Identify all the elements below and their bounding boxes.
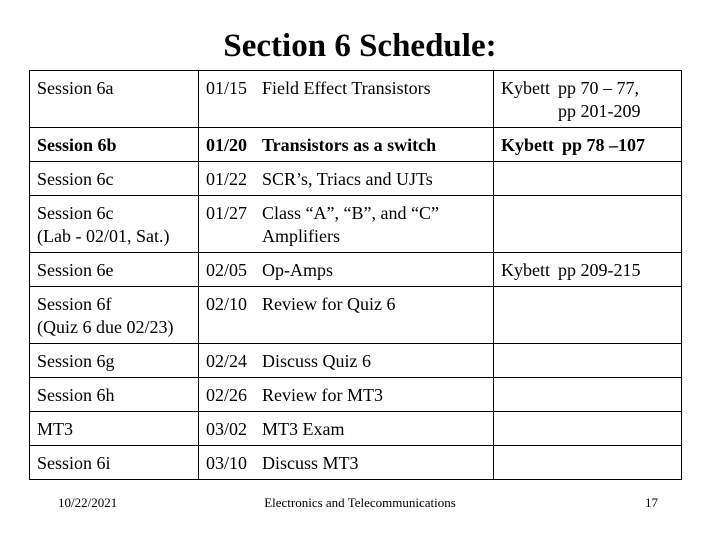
session-cell — [30, 162, 199, 196]
table-row — [30, 287, 682, 344]
session-name: Session 6c — [37, 169, 114, 189]
session-name: Session 6c — [37, 203, 114, 223]
topic-line: Discuss Quiz 6 — [262, 351, 371, 371]
topic — [262, 452, 359, 475]
session-name: MT3 — [37, 419, 73, 439]
session-date: 01/27 — [206, 203, 248, 223]
reading-author: Kybett — [501, 78, 550, 98]
session-date: 03/02 — [206, 419, 248, 439]
table-row — [30, 253, 682, 287]
footer-course: Electronics and Telecommunications — [264, 495, 456, 510]
date-topic-cell — [199, 162, 494, 196]
reading-cell — [494, 253, 682, 287]
reading-cell — [494, 128, 682, 162]
reading-cell — [494, 446, 682, 480]
table-row — [30, 446, 682, 480]
session-date: 02/05 — [206, 260, 248, 280]
session-cell — [30, 71, 199, 128]
session-cell — [30, 287, 199, 344]
reading-cell — [494, 162, 682, 196]
topic — [262, 293, 395, 316]
date-topic-cell — [199, 253, 494, 287]
schedule-table — [29, 70, 682, 480]
topic — [262, 168, 433, 191]
table-row — [30, 128, 682, 162]
reading-cell — [494, 71, 682, 128]
reading-cell — [494, 378, 682, 412]
session-cell — [30, 378, 199, 412]
session-cell — [30, 344, 199, 378]
session-date: 01/22 — [206, 169, 248, 189]
session-date: 01/20 — [206, 135, 248, 155]
topic — [262, 350, 371, 373]
reading-pages — [558, 77, 641, 123]
pages-line: pp 78 –107 — [562, 135, 646, 155]
table-row — [30, 378, 682, 412]
topic-line: Op-Amps — [262, 260, 333, 280]
date-topic-cell — [199, 412, 494, 446]
page-title: Section 6 Schedule: — [223, 28, 497, 64]
session-note: (Quiz 6 due 02/23) — [37, 317, 174, 337]
reading-cell — [494, 344, 682, 378]
footer-date: 10/22/2021 — [58, 495, 118, 510]
topic-line: SCR’s, Triacs and UJTs — [262, 169, 433, 189]
topic — [262, 77, 431, 100]
session-name: Session 6e — [37, 260, 114, 280]
topic-line: Discuss MT3 — [262, 453, 359, 473]
topic-line: Review for Quiz 6 — [262, 294, 396, 314]
date-topic-cell — [199, 446, 494, 480]
session-date: 02/26 — [206, 385, 248, 405]
reading-cell — [494, 412, 682, 446]
session-name: Session 6h — [37, 385, 115, 405]
date-topic-cell — [199, 287, 494, 344]
table-row — [30, 196, 682, 253]
reading-cell — [494, 287, 682, 344]
session-name: Session 6i — [37, 453, 111, 473]
session-name: Session 6f — [37, 294, 112, 314]
topic-line: Amplifiers — [262, 226, 340, 246]
session-name: Session 6b — [37, 135, 117, 155]
session-date: 01/15 — [206, 78, 248, 98]
topic-line: Field Effect Transistors — [262, 78, 431, 98]
reading-author: Kybett — [501, 260, 550, 280]
topic-line: Review for MT3 — [262, 385, 383, 405]
topic-line: Transistors as a switch — [262, 135, 437, 155]
date-topic-cell — [199, 128, 494, 162]
topic — [262, 259, 333, 282]
session-cell — [30, 253, 199, 287]
session-date: 02/10 — [206, 294, 248, 314]
session-cell — [30, 446, 199, 480]
session-name: Session 6g — [37, 351, 115, 371]
date-topic-cell — [199, 196, 494, 253]
table-row — [30, 71, 682, 128]
session-date: 02/24 — [206, 351, 248, 371]
date-topic-cell — [199, 71, 494, 128]
reading-pages — [562, 134, 645, 157]
session-date: 03/10 — [206, 453, 248, 473]
session-cell — [30, 128, 199, 162]
topic — [262, 134, 436, 157]
table-row — [30, 162, 682, 196]
topic — [262, 418, 345, 441]
table-row — [30, 344, 682, 378]
session-note: (Lab - 02/01, Sat.) — [37, 226, 170, 246]
session-cell — [30, 412, 199, 446]
reading-cell — [494, 196, 682, 253]
reading-author: Kybett — [501, 135, 554, 155]
table-row — [30, 412, 682, 446]
pages-line: pp 70 – 77, — [558, 78, 639, 98]
topic — [262, 384, 383, 407]
date-topic-cell — [199, 344, 494, 378]
pages-line: pp 209-215 — [558, 260, 641, 280]
session-name: Session 6a — [37, 78, 114, 98]
topic — [262, 202, 439, 248]
topic-line: Class “A”, “B”, and “C” — [262, 203, 439, 223]
session-cell — [30, 196, 199, 253]
footer-page-number: 17 — [645, 495, 658, 510]
topic-line: MT3 Exam — [262, 419, 345, 439]
date-topic-cell — [199, 378, 494, 412]
pages-line: pp 201-209 — [558, 101, 641, 121]
reading-pages — [558, 259, 641, 282]
